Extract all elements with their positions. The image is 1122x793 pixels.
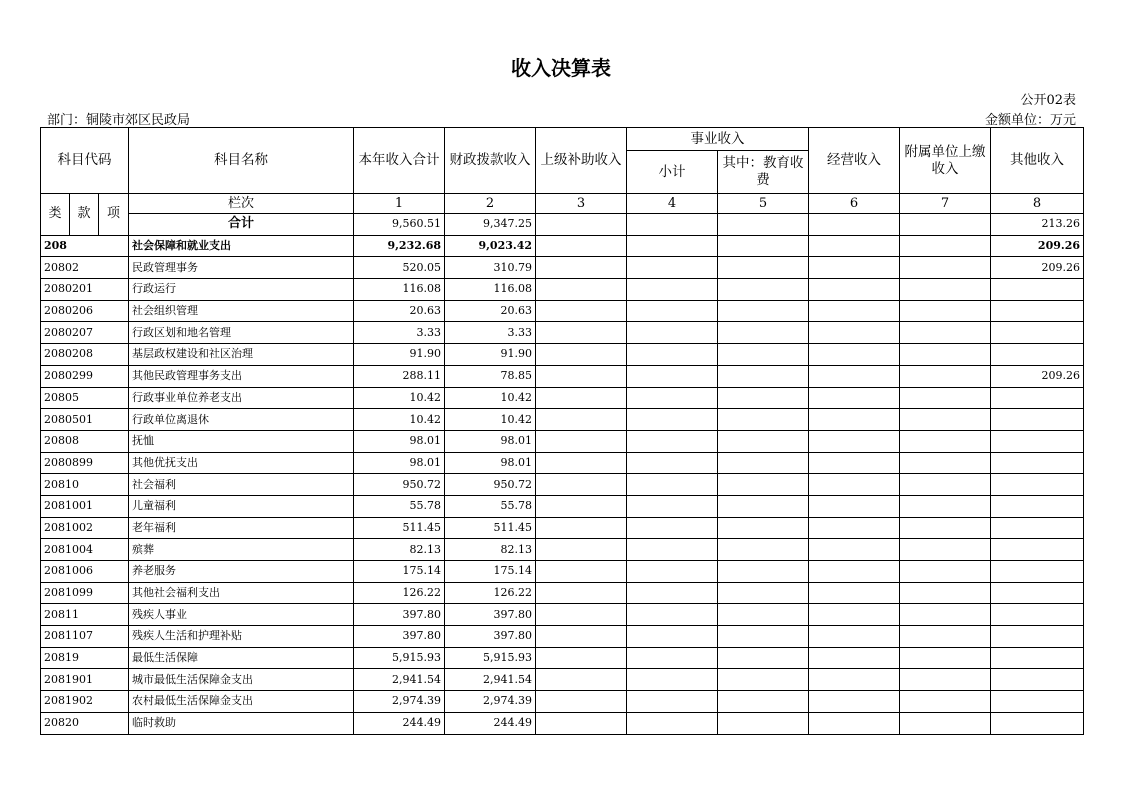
row-fiscal: 2,941.54 [445,669,536,691]
row-other [991,495,1084,517]
total-label: 合计 [129,214,354,236]
colnum-6: 6 [809,194,900,214]
row-total: 126.22 [354,582,445,604]
header-xiang: 项 [99,194,129,236]
row-other: 209.26 [991,257,1084,279]
row-total: 98.01 [354,452,445,474]
row-other [991,539,1084,561]
table-row [41,582,1084,604]
header-total: 本年收入合计 [354,128,445,194]
header-name: 科目名称 [129,128,354,194]
row-total: 10.42 [354,387,445,409]
row-total: 5,915.93 [354,647,445,669]
row-name: 行政单位离退休 [129,409,354,431]
row-code: 2080208 [41,344,129,366]
row-fiscal: 116.08 [445,279,536,301]
row-name: 行政事业单位养老支出 [129,387,354,409]
row-other [991,409,1084,431]
row-total: 9,232.68 [354,235,445,257]
row-fiscal: 950.72 [445,474,536,496]
table-row [41,517,1084,539]
table-row [41,452,1084,474]
row-fiscal: 126.22 [445,582,536,604]
row-total: 175.14 [354,561,445,583]
row-name: 社会福利 [129,474,354,496]
unit-label: 金额单位：万元 [984,113,1076,128]
row-other [991,647,1084,669]
row-code: 2080299 [41,365,129,387]
row-fiscal: 511.45 [445,517,536,539]
row-code: 208 [41,235,129,257]
row-fiscal: 78.85 [445,365,536,387]
row-total: 244.49 [354,712,445,734]
table-row [41,474,1084,496]
row-code: 20802 [41,257,129,279]
table-row [41,409,1084,431]
row-other [991,691,1084,713]
row-other [991,582,1084,604]
row-name: 最低生活保障 [129,647,354,669]
row-fiscal: 98.01 [445,452,536,474]
row-other [991,430,1084,452]
row-name: 老年福利 [129,517,354,539]
row-fiscal: 10.42 [445,387,536,409]
colnum-8: 8 [991,194,1084,214]
row-fiscal: 397.80 [445,626,536,648]
row-other [991,669,1084,691]
row-code: 2081006 [41,561,129,583]
header-kuan: 款 [70,194,99,236]
table-row [41,279,1084,301]
table-row [41,712,1084,734]
row-code: 2081004 [41,539,129,561]
table-row [41,669,1084,691]
header-lei: 类 [41,194,70,236]
row-name: 儿童福利 [129,495,354,517]
row-fiscal: 20.63 [445,300,536,322]
row-other [991,712,1084,734]
row-fiscal: 3.33 [445,322,536,344]
row-other [991,452,1084,474]
row-total: 20.63 [354,300,445,322]
table-row [41,257,1084,279]
row-code: 2080501 [41,409,129,431]
colnum-2: 2 [445,194,536,214]
row-fiscal: 10.42 [445,409,536,431]
row-total: 2,941.54 [354,669,445,691]
row-other [991,626,1084,648]
row-other [991,474,1084,496]
table-row [41,300,1084,322]
total-other: 213.26 [991,214,1084,236]
colnum-3: 3 [536,194,627,214]
total-row [41,214,1084,236]
row-total: 2,974.39 [354,691,445,713]
row-fiscal: 397.80 [445,604,536,626]
header-subtotal: 小计 [627,151,718,194]
table-row [41,235,1084,257]
row-code: 2080201 [41,279,129,301]
row-code: 2080206 [41,300,129,322]
row-fiscal: 82.13 [445,539,536,561]
row-name: 抚恤 [129,430,354,452]
row-other [991,279,1084,301]
row-name: 其他社会福利支出 [129,582,354,604]
row-fiscal: 2,974.39 [445,691,536,713]
table-row [41,539,1084,561]
row-code: 20805 [41,387,129,409]
row-code: 2081099 [41,582,129,604]
table-row [41,322,1084,344]
row-total: 511.45 [354,517,445,539]
row-total: 397.80 [354,626,445,648]
table-row [41,626,1084,648]
row-code: 20808 [41,430,129,452]
row-total: 82.13 [354,539,445,561]
row-name: 残疾人事业 [129,604,354,626]
row-other: 209.26 [991,365,1084,387]
row-total: 55.78 [354,495,445,517]
row-name: 其他优抚支出 [129,452,354,474]
table-row [41,495,1084,517]
row-fiscal: 244.49 [445,712,536,734]
table-row [41,387,1084,409]
row-other [991,344,1084,366]
header-edu: 其中：教育收费 [718,151,809,194]
row-fiscal: 55.78 [445,495,536,517]
header-affiliated: 附属单位上缴收入 [900,128,991,194]
table-row [41,430,1084,452]
row-total: 116.08 [354,279,445,301]
row-code: 2081901 [41,669,129,691]
table-row [41,604,1084,626]
row-code: 2080899 [41,452,129,474]
row-code: 2080207 [41,322,129,344]
row-other: 209.26 [991,235,1084,257]
colnum-4: 4 [627,194,718,214]
department-label: 部门：铜陵市郊区民政局 [47,113,191,128]
row-name: 殡葬 [129,539,354,561]
row-total: 397.80 [354,604,445,626]
row-name: 社会保障和就业支出 [129,235,354,257]
form-number: 公开02表 [1020,93,1076,108]
row-code: 20819 [41,647,129,669]
row-code: 2081107 [41,626,129,648]
table-row [41,691,1084,713]
row-fiscal: 175.14 [445,561,536,583]
row-name: 农村最低生活保障金支出 [129,691,354,713]
header-other: 其他收入 [991,128,1084,194]
colnum-5: 5 [718,194,809,214]
row-code: 20820 [41,712,129,734]
colnum-1: 1 [354,194,445,214]
row-fiscal: 310.79 [445,257,536,279]
row-name: 临时救助 [129,712,354,734]
row-fiscal: 91.90 [445,344,536,366]
row-name: 残疾人生活和护理补贴 [129,626,354,648]
header-business: 事业收入 [627,128,809,151]
row-name: 行政区划和地名管理 [129,322,354,344]
row-code: 20810 [41,474,129,496]
row-fiscal: 98.01 [445,430,536,452]
row-code: 2081001 [41,495,129,517]
row-total: 288.11 [354,365,445,387]
row-code: 2081902 [41,691,129,713]
row-other [991,517,1084,539]
row-total: 950.72 [354,474,445,496]
row-name: 养老服务 [129,561,354,583]
header-fiscal: 财政拨款收入 [445,128,536,194]
row-other [991,322,1084,344]
row-other [991,387,1084,409]
income-table [40,127,1084,735]
row-name: 基层政权建设和社区治理 [129,344,354,366]
row-fiscal: 9,023.42 [445,235,536,257]
row-name: 民政管理事务 [129,257,354,279]
row-name: 行政运行 [129,279,354,301]
row-total: 91.90 [354,344,445,366]
header-superior: 上级补助收入 [536,128,627,194]
header-lanci: 栏次 [129,194,354,214]
table-row [41,365,1084,387]
total-amount: 9,560.51 [354,214,445,236]
total-fiscal: 9,347.25 [445,214,536,236]
table-row [41,561,1084,583]
row-name: 其他民政管理事务支出 [129,365,354,387]
row-other [991,561,1084,583]
table-row [41,647,1084,669]
row-total: 10.42 [354,409,445,431]
colnum-7: 7 [900,194,991,214]
table-row [41,344,1084,366]
page-title: 收入决算表 [511,56,611,80]
row-total: 520.05 [354,257,445,279]
row-other [991,300,1084,322]
row-name: 社会组织管理 [129,300,354,322]
row-other [991,604,1084,626]
header-operating: 经营收入 [809,128,900,194]
row-name: 城市最低生活保障金支出 [129,669,354,691]
row-code: 20811 [41,604,129,626]
row-total: 3.33 [354,322,445,344]
row-total: 98.01 [354,430,445,452]
header-code: 科目代码 [41,128,129,194]
row-code: 2081002 [41,517,129,539]
row-fiscal: 5,915.93 [445,647,536,669]
